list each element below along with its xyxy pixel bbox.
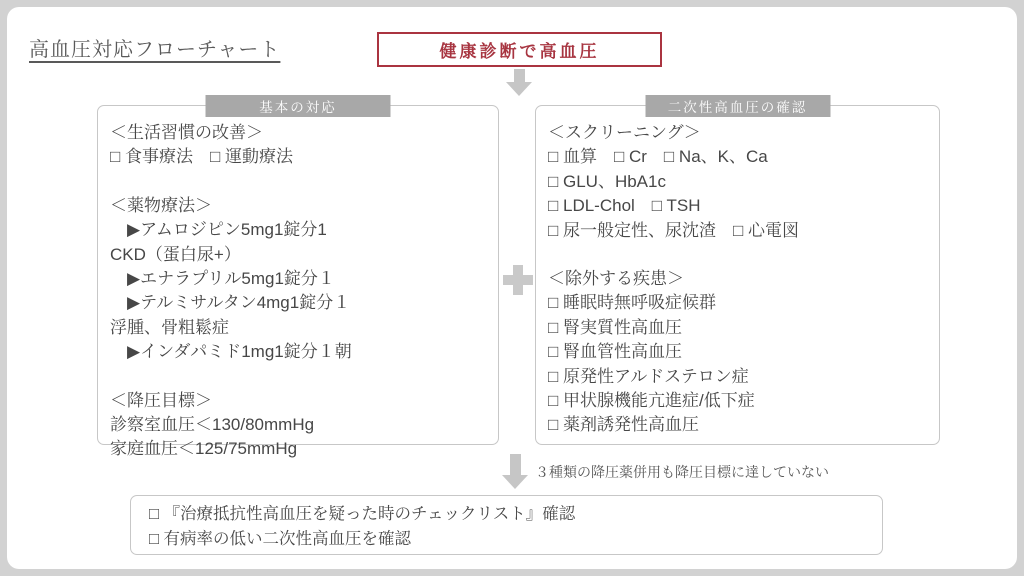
checklist-line: □ 薬剤誘発性高血圧 bbox=[548, 415, 699, 435]
medication-section bbox=[110, 194, 486, 365]
down-arrow-icon bbox=[502, 454, 528, 489]
section-title: ＜スクリーニング＞ bbox=[548, 123, 701, 142]
medication-line: CKD（蛋白尿+） bbox=[110, 244, 241, 264]
checklist-line: □ 『治療抵抗性高血圧を疑った時のチェックリスト』確認 bbox=[149, 505, 576, 523]
checklist-line: □ GLU、HbA1c bbox=[548, 171, 666, 191]
start-node-label: 健康診断で高血圧 bbox=[439, 42, 600, 61]
start-node bbox=[377, 32, 662, 67]
bp-target-line: 家庭血圧＜125/75mmHg bbox=[110, 439, 298, 459]
medication-line: ▶アムロジピン5mg1錠分1 bbox=[110, 220, 327, 240]
bp-target-section bbox=[110, 389, 486, 462]
section-title: ＜薬物療法＞ bbox=[110, 195, 212, 215]
basic-care-panel-body bbox=[98, 106, 498, 462]
plus-vertical-bar bbox=[513, 265, 523, 295]
checklist-line: □ 食事療法 □ 運動療法 bbox=[110, 147, 293, 167]
section-title: ＜降圧目標＞ bbox=[110, 390, 212, 410]
section-title: ＜除外する疾患＞ bbox=[548, 269, 684, 289]
down-arrow-icon bbox=[506, 69, 532, 96]
basic-care-panel-header: 基本の対応 bbox=[206, 95, 391, 117]
checklist-line: □ 腎実質性高血圧 bbox=[548, 317, 682, 337]
arrow-head bbox=[502, 475, 528, 489]
checklist-line: □ 睡眠時無呼吸症候群 bbox=[548, 293, 716, 313]
secondary-hypertension-panel-header: 二次性高血圧の確認 bbox=[645, 95, 830, 117]
checklist-line: □ 尿一般定性、尿沈渣 □ 心電図 bbox=[548, 220, 799, 240]
section-title: ＜生活習慣の改善＞ bbox=[110, 123, 263, 142]
arrow-stem bbox=[514, 69, 525, 82]
checklist-line: □ 甲状腺機能亢進症/低下症 bbox=[548, 391, 755, 411]
plus-icon bbox=[503, 265, 533, 295]
medication-line: ▶エナラプリル5mg1錠分１ bbox=[110, 269, 335, 289]
screening-section bbox=[548, 121, 927, 243]
checklist-line: □ 原発性アルドステロン症 bbox=[548, 366, 749, 386]
medication-line: 浮腫、骨粗鬆症 bbox=[110, 317, 229, 337]
checklist-line: □ LDL-Chol □ TSH bbox=[548, 196, 701, 216]
checklist-line: □ 有病率の低い二次性高血圧を確認 bbox=[149, 530, 412, 548]
bp-target-line: 診察室血圧＜130/80mmHg bbox=[110, 415, 315, 435]
medication-line: ▶テルミサルタン4mg1錠分１ bbox=[110, 293, 351, 313]
exclusion-section bbox=[548, 267, 927, 438]
secondary-hypertension-panel bbox=[535, 100, 940, 445]
arrow-head bbox=[506, 82, 532, 96]
resistant-hypertension-box bbox=[130, 495, 883, 555]
secondary-hypertension-panel-body bbox=[536, 106, 939, 438]
checklist-line: □ 血算 □ Cr □ Na、K、Ca bbox=[548, 147, 768, 167]
checklist-line: □ 腎血管性高血圧 bbox=[548, 342, 682, 362]
medication-line: ▶インダパミド1mg1錠分１朝 bbox=[110, 342, 352, 362]
basic-care-panel bbox=[97, 100, 499, 459]
arrow-condition-label: ３種類の降圧薬併用も降圧目標に達していない bbox=[535, 464, 829, 480]
slide bbox=[7, 7, 1017, 569]
lifestyle-section bbox=[110, 121, 486, 170]
arrow-stem bbox=[510, 454, 521, 475]
page-title: 高血圧対応フローチャート bbox=[29, 39, 281, 61]
